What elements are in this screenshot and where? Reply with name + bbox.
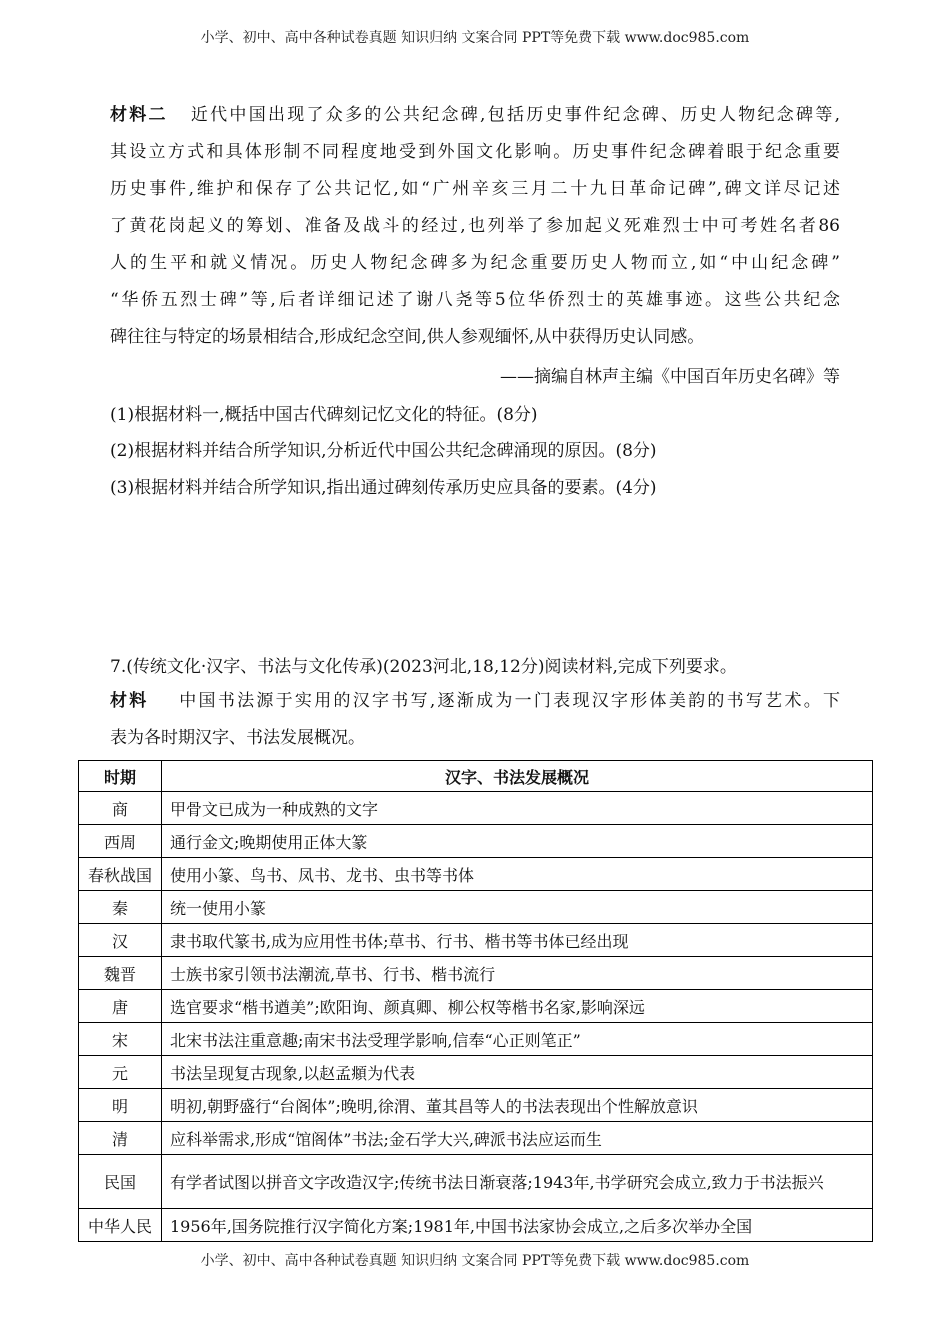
table-cell-desc: 1956年,国务院推行汉字简化方案;1981年,中国书法家协会成立,之后多次举办全国 [162,1209,873,1242]
q7-material-paragraph [110,683,840,757]
table-row [79,990,873,1023]
table-cell-desc: 应科举需求,形成“馆阁体”书法;金石学大兴,碑派书法应运而生 [162,1122,873,1155]
material2-source: ——摘编自林声主编《中国百年历史名碑》等 [500,367,840,387]
calligraphy-table [78,760,873,1242]
material2-label: 材料二 [110,105,168,125]
table-row [79,1089,873,1122]
table-row [79,957,873,990]
question-7-title: 7.(传统文化·汉字、书法与文化传承)(2023河北,18,12分)阅读材料,完成下列要求。 [110,657,737,677]
material2-line-4: 人的生平和就义情况。历史人物纪念碑多为纪念重要历史人物而立,如“中山纪念碑” [110,253,840,273]
q7-line-1: 表为各时期汉字、书法发展概况。 [110,728,365,748]
table-cell-desc: 通行金文;晚期使用正体大篆 [162,825,873,858]
table-row [79,858,873,891]
table-header-desc: 汉字、书法发展概况 [162,761,873,792]
table-cell-desc: 北宋书法注重意趣;南宋书法受理学影响,信奉“心正则笔正” [162,1023,873,1056]
question-3: (3)根据材料并结合所学知识,指出通过碑刻传承历史应具备的要素。(4分) [110,478,657,498]
table-cell-period: 唐 [79,990,162,1023]
q7-material-label: 材料 [110,691,149,711]
material2-line-1: 其设立方式和具体形制不同程度地受到外国文化影响。历史事件纪念碑着眼于纪念重要 [110,142,840,162]
table-cell-period: 宋 [79,1023,162,1056]
table-cell-desc: 士族书家引领书法潮流,草书、行书、楷书流行 [162,957,873,990]
table-cell-period: 中华人民 [79,1209,162,1242]
table-cell-desc: 隶书取代篆书,成为应用性书体;草书、行书、楷书等书体已经出现 [162,924,873,957]
table-row [79,924,873,957]
material2-paragraph [110,97,840,356]
table-row [79,792,873,825]
table-cell-period: 魏晋 [79,957,162,990]
table-row [79,825,873,858]
table-cell-period: 清 [79,1122,162,1155]
table-cell-desc: 选官要求“楷书遒美”;欧阳询、颜真卿、柳公权等楷书名家,影响深远 [162,990,873,1023]
material2-line-2: 历史事件,维护和保存了公共记忆,如“广州辛亥三月二十九日革命记碑”,碑文详尽记述 [110,179,840,199]
q7-line-0: 材料 中国书法源于实用的汉字书写,逐渐成为一门表现汉字形体美韵的书写艺术。下 [110,691,841,711]
table-cell-period: 春秋战国 [79,858,162,891]
table-cell-desc: 统一使用小篆 [162,891,873,924]
table-cell-desc: 使用小篆、鸟书、凤书、龙书、虫书等书体 [162,858,873,891]
table-cell-period: 商 [79,792,162,825]
table-row [79,891,873,924]
table-cell-period: 西周 [79,825,162,858]
page-footer: 小学、初中、高中各种试卷真题 知识归纳 文案合同 PPT等免费下载 www.doc985.com [200,1253,750,1269]
table-row [79,1122,873,1155]
table-cell-period: 元 [79,1056,162,1089]
material2-line-6: 碑往往与特定的场景相结合,形成纪念空间,供人参观缅怀,从中获得历史认同感。 [110,327,705,347]
table-cell-period: 秦 [79,891,162,924]
table-cell-desc: 有学者试图以拼音文字改造汉字;传统书法日渐衰落;1943年,书学研究会成立,致力于书法振兴 [162,1155,873,1209]
table-cell-desc: 甲骨文已成为一种成熟的文字 [162,792,873,825]
page-header: 小学、初中、高中各种试卷真题 知识归纳 文案合同 PPT等免费下载 www.doc985.com [200,30,750,46]
table-row [79,1155,873,1209]
material2-line-3: 了黄花岗起义的筹划、准备及战斗的经过,也列举了参加起义死难烈士中可考姓名者86 [110,216,840,236]
table-cell-desc: 书法呈现复古现象,以赵孟頫为代表 [162,1056,873,1089]
table-cell-period: 明 [79,1089,162,1122]
question-1: (1)根据材料一,概括中国古代碑刻记忆文化的特征。(8分) [110,405,538,425]
material2-line-5: “华侨五烈士碑”等,后者详细记述了谢八尧等5位华侨烈士的英雄事迹。这些公共纪念 [110,290,840,310]
table-cell-period: 汉 [79,924,162,957]
table-row [79,1209,873,1242]
table-header-period: 时期 [79,761,162,792]
table-cell-period: 民国 [79,1155,162,1209]
question-2: (2)根据材料并结合所学知识,分析近代中国公共纪念碑涌现的原因。(8分) [110,441,657,461]
material2-line-0: 材料二 近代中国出现了众多的公共纪念碑,包括历史事件纪念碑、历史人物纪念碑等, [110,105,841,125]
table-cell-desc: 明初,朝野盛行“台阁体”;晚明,徐渭、董其昌等人的书法表现出个性解放意识 [162,1089,873,1122]
table-row [79,1023,873,1056]
table-row [79,1056,873,1089]
